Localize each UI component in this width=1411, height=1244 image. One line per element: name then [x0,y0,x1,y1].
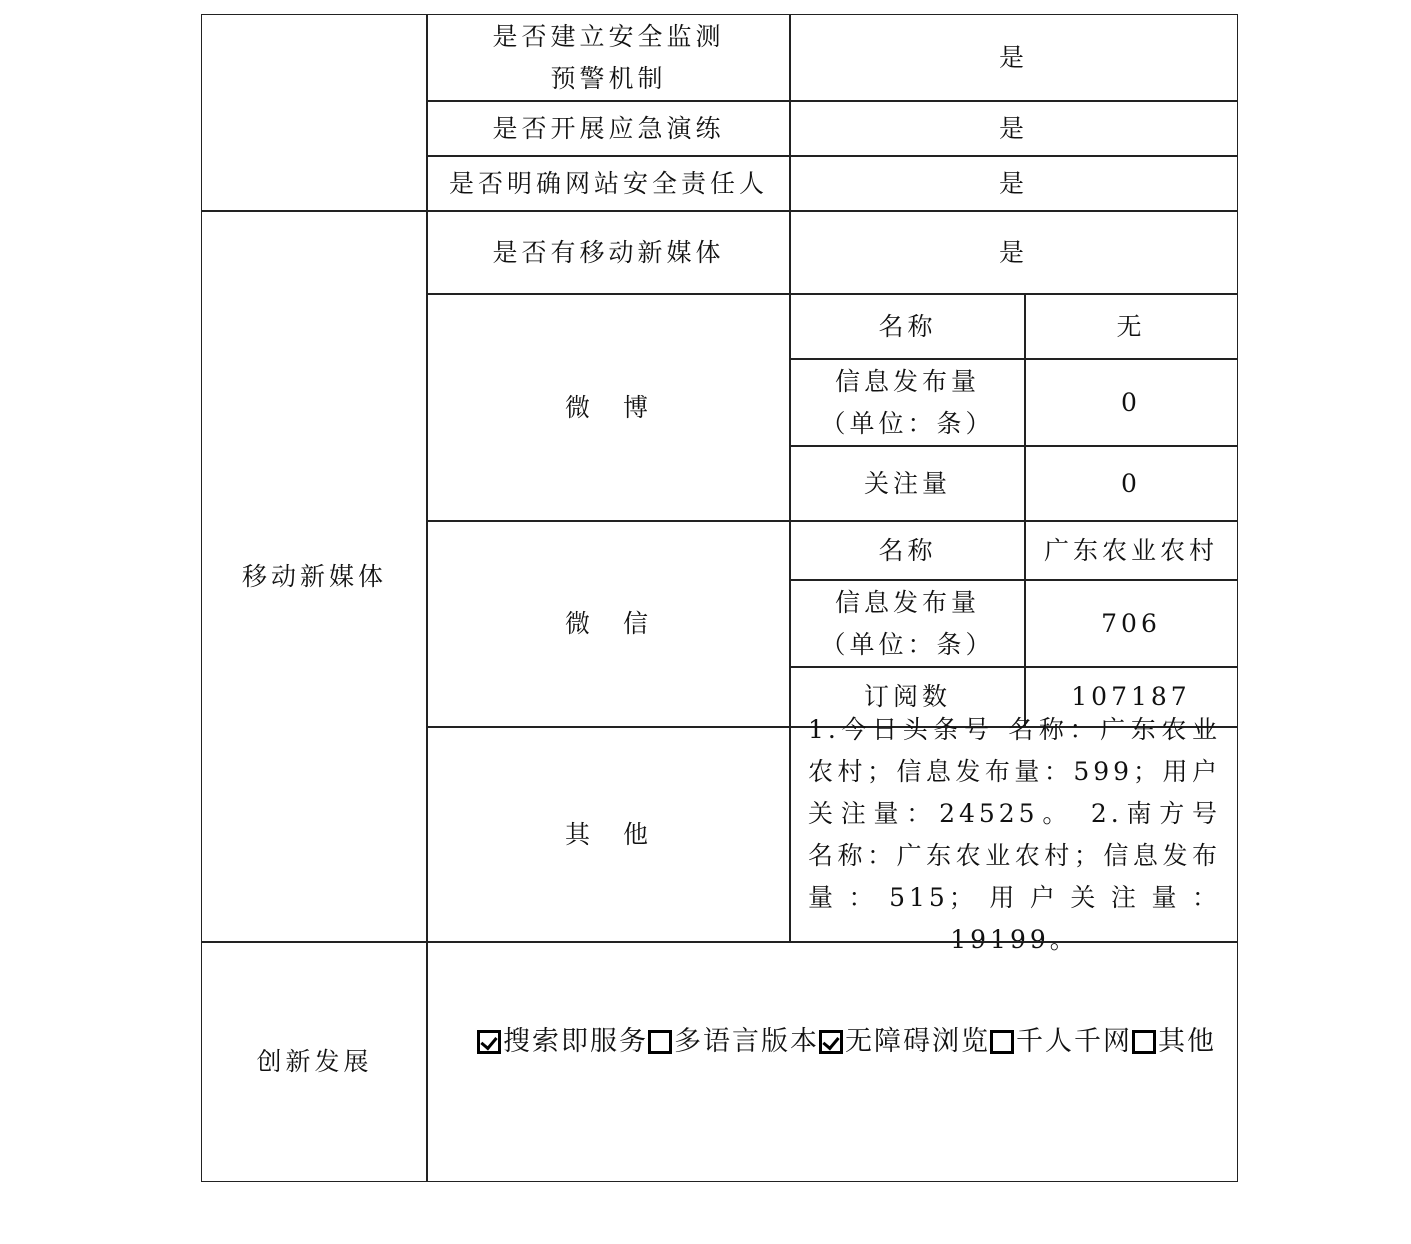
weibo-posts-label [789,358,1026,447]
checkbox-accessibility[interactable] [819,1030,843,1054]
drill-value [789,100,1238,157]
checkbox-search-service[interactable] [477,1030,501,1054]
cell-text: 是否开展应急演练 [492,113,725,143]
option-label: 千人千网 [1016,1025,1132,1057]
weibo-name-label [789,293,1026,360]
cell-text: 是否有移动新媒体 [492,237,725,267]
cell-text: 订阅数 [863,682,951,711]
responsible-label [426,155,791,212]
cell-text: 是 [998,168,1028,198]
option-label: 搜索即服务 [503,1025,648,1057]
cell-text: 微 博 [564,392,652,422]
cell-text: 信息发布量（单位：条） [820,366,995,438]
cell-text: 微 信 [564,609,652,638]
has-mobile-value [789,210,1238,295]
checkbox-other[interactable] [1132,1030,1156,1054]
has-mobile-label [426,210,791,295]
cell-text: 关注量 [863,468,951,498]
cell-text: 无 [1116,311,1146,341]
monitoring-value [789,14,1238,102]
option-label: 其他 [1158,1025,1216,1057]
cell-text: 名称 [878,311,937,341]
cell-text: 是 [998,43,1028,72]
cell-text: 107187 [1071,682,1191,711]
cell-text: 信息发布量（单位：条） [820,587,995,659]
innovation-options [426,941,1238,1182]
cell-text: 是 [998,113,1028,143]
wechat-name-label [789,520,1026,581]
cell-text: 706 [1101,608,1161,638]
innovation-checkbox-group [477,1021,1216,1063]
weibo-posts [1024,358,1238,447]
checkbox-personalized[interactable] [990,1030,1014,1054]
option-label: 无障碍浏览 [845,1025,990,1057]
checkbox-multilingual[interactable] [648,1030,672,1054]
drill-label [426,100,791,157]
weibo-follow-label [789,445,1026,522]
cell-text: 0 [1121,468,1141,498]
cell-text: 广东农业农村 [1043,535,1218,565]
cell-text: 是 [998,237,1028,267]
wechat-posts [1024,579,1238,668]
cell-text: 移动新媒体 [241,561,387,591]
weibo-name [1024,293,1238,360]
other-label [426,726,791,943]
mobile-section-label [201,210,428,943]
cell-text: 名称 [878,535,937,565]
wechat-name [1024,520,1238,581]
cell-text: 其 他 [564,819,652,849]
monitoring-label [426,14,791,102]
responsible-value [789,155,1238,212]
cell-text: 1.今日头条号 名称：广东农业农村；信息发布量：599；用户关注量：24525。 2.南方号 名称：广东农业农村；信息发布量：515；用户关注量：19199。 [808,714,1221,954]
wechat-label [426,520,791,728]
weibo-label [426,293,791,522]
weibo-follow [1024,445,1238,522]
cell-text: 0 [1121,387,1141,417]
cell-text: 是否建立安全监测预警机制 [492,22,725,93]
wechat-posts-label [789,579,1026,668]
cell-text: 创新发展 [256,1046,373,1076]
option-label: 多语言版本 [674,1025,819,1057]
cell-text: 是否明确网站安全责任人 [448,168,768,198]
innovation-label [201,941,428,1182]
other-value [789,714,1238,954]
empty-section-cell [201,14,428,212]
